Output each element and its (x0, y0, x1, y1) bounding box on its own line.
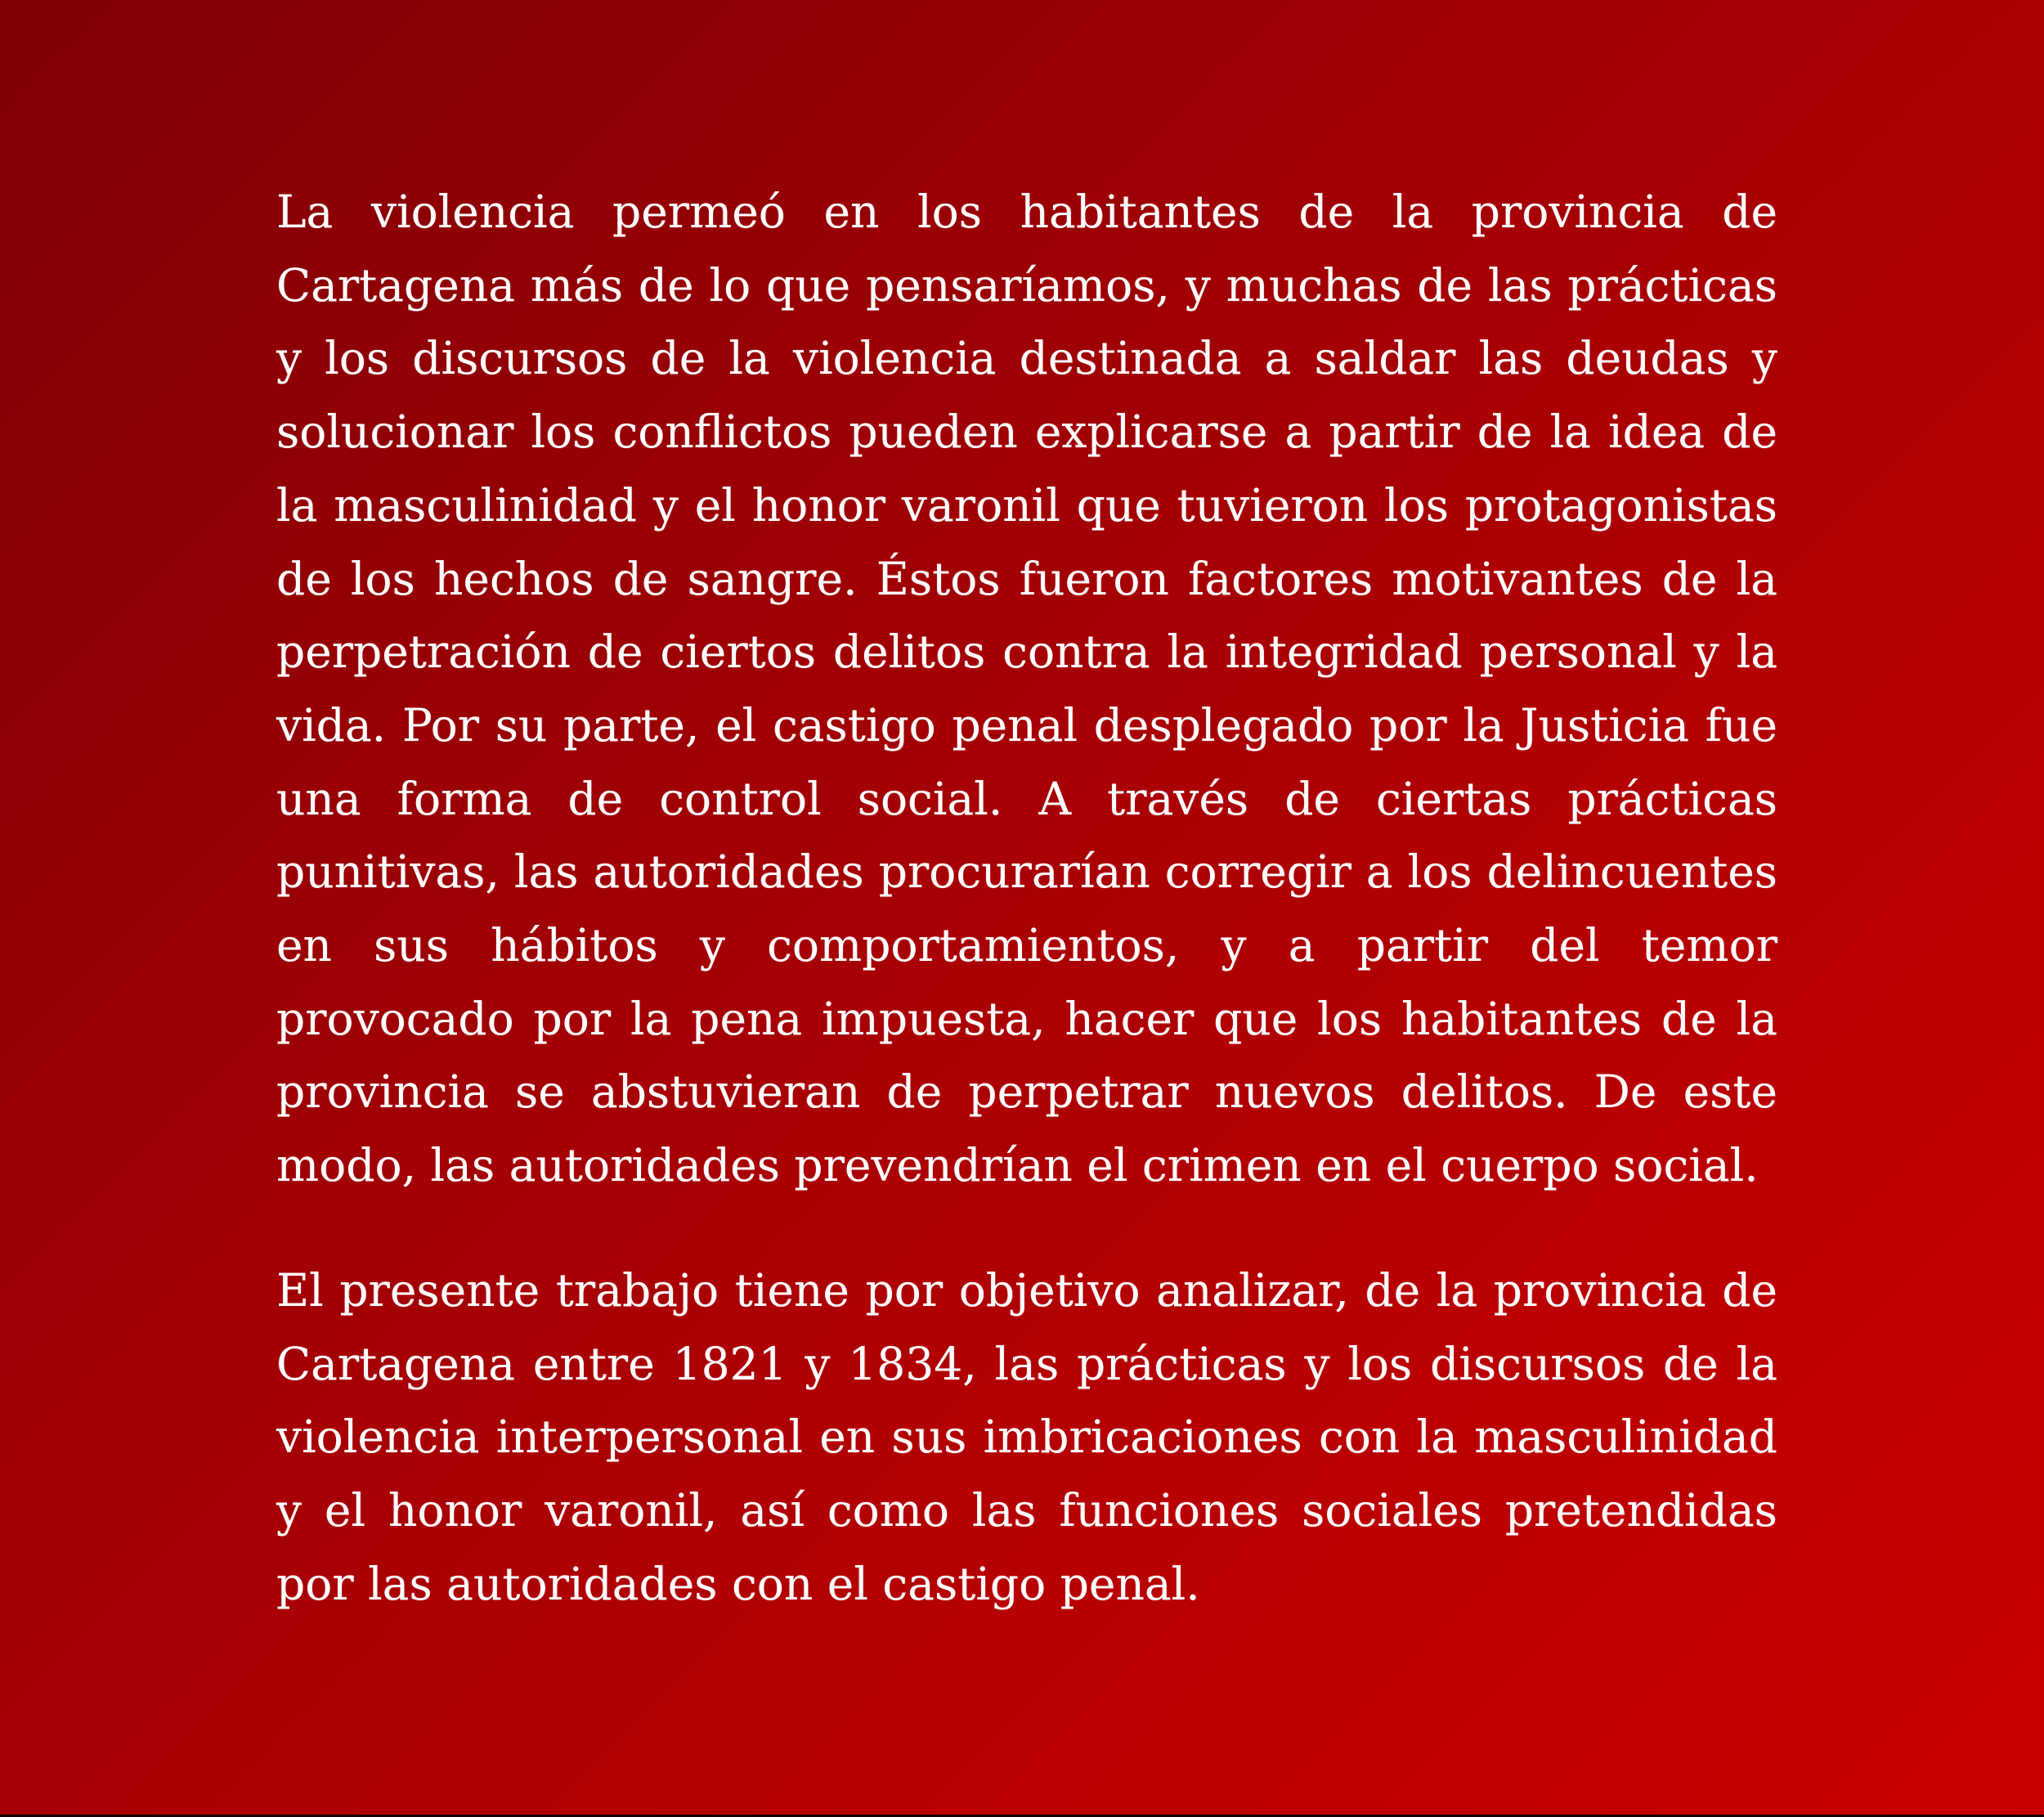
paragraph-1: La violencia permeó en los habitantes de la provincia de Cartagena más de lo que pensaríamos, y muchas de las prácticas y los discursos de la violencia destinada a saldar las deudas y solucionar los conflictos pueden explicarse a partir de la idea de la masculinidad y el honor varonil que tuvieron los protagonistas de los hechos de sangre. Éstos fueron factores motivantes de la perpetración de ciertos delitos contra la integridad personal y la vida. Por su parte, el castigo penal desplegado por la Justicia fue una forma de control social. A través de ciertas prácticas punitivas, las autoridades procurarían corregir a los delincuentes en sus hábitos y comportamientos, y a partir del temor provocado por la pena impuesta, hacer que los habitantes de la provincia se abstuvieran de perpetrar nuevos delitos. De este modo, las autoridades prevendrían el crimen en el cuerpo social. (276, 186, 1777, 1192)
text-block (276, 176, 1777, 1621)
paragraph-2: El presente trabajo tiene por objetivo analizar, de la provincia de Cartagena entre 1821 y 1834, las prácticas y los discursos de la violencia interpersonal en sus imbricaciones con la masculinidad y el honor varonil, así como las funciones sociales pretendidas por las autoridades con el castigo penal. (276, 1263, 1777, 1610)
